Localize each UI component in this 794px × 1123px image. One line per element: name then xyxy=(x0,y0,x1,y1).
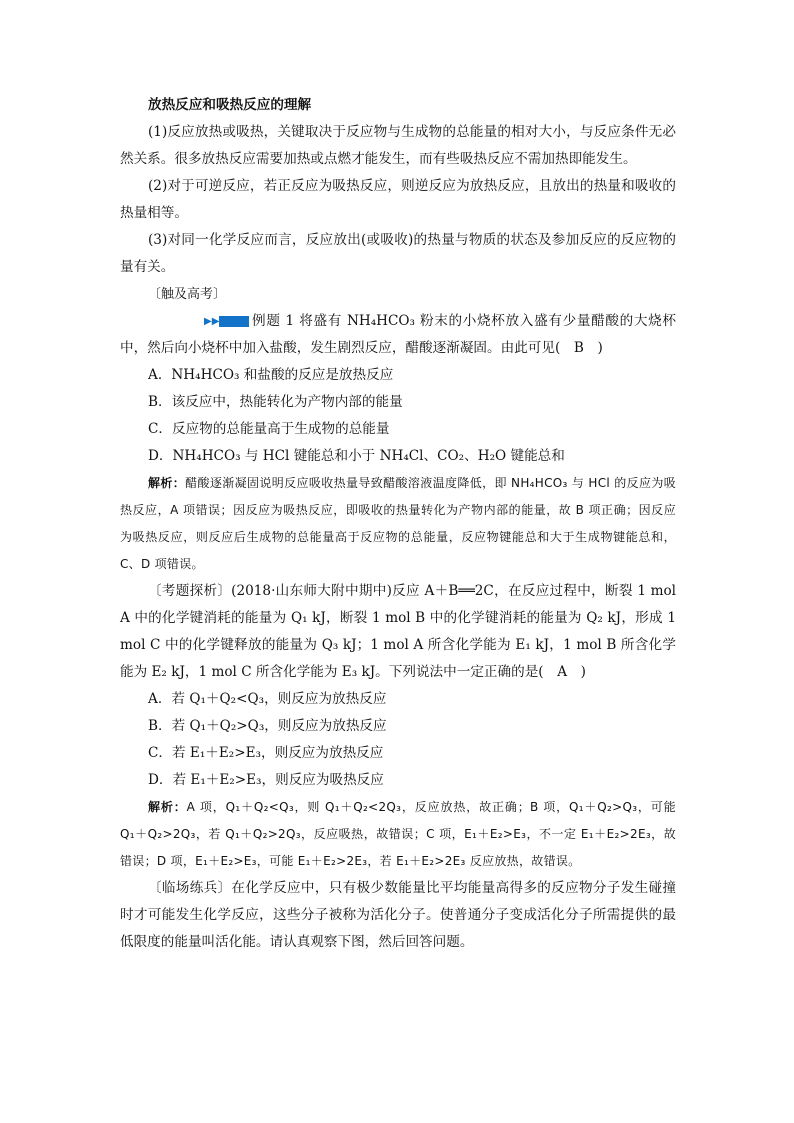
example-1-text: 例题 1 将盛有 NH₄HCO₃ 粉末的小烧杯放入盛有少量醋酸的大烧杯中，然后向小烧杯中加入盐酸，发生剧烈反应，醋酸逐渐凝固。由此可见( B ) xyxy=(120,313,676,356)
point-3: (3)对同一化学反应而言，反应放出(或吸收)的热量与物质的状态及参加反应的反应物的量有关。 xyxy=(120,232,676,275)
analysis-text: 醋酸逐渐凝固说明反应吸收热量导致醋酸溶液温度降低，即 NH₄HCO₃ 与 HCl 的反应为吸热反应，A 项错误；因反应为吸热反应，即吸收的热量转化为产物内部的能量，故 B 项正确；因反应为吸热反应，则反应后生成物的总能量高于反应物的总能量，反应物键能总和大于生成物键能总和，C、D 项错误。 xyxy=(120,476,676,571)
practice-paragraph: 〔临场练兵〕在化学反应中，只有极少数能量比平均能量高得多的反应物分子发生碰撞时才可能发生化学反应，这些分子被称为活化分子。使普通分子变成活化分子所需提供的最低限度的能量叫活化能。请认真观察下图，然后回答问题。 xyxy=(120,880,676,950)
document-page xyxy=(120,92,676,956)
example-1-option-c: C．反应物的总能量高于生成物的总能量 xyxy=(148,421,390,437)
example-2-option-d: D．若 E₁＋E₂>E₃，则反应为吸热反应 xyxy=(148,772,384,788)
example-2-analysis xyxy=(120,794,676,875)
example-2-stem: 〔考题探析〕(2018·山东师大附中期中)反应 A＋B══2C，在反应过程中，断裂 1 mol A 中的化学键消耗的能量为 Q₁ kJ，断裂 1 mol B 中的化学键消耗的能量为 Q₂ kJ，形成 1 mol C 中的化学键释放的能量为 Q₃ kJ；1 mol A 所含化学能为 E₁ kJ，1 mol B 所含化学能为 E₂ kJ，1 mol C 所含化学能为 E₃ kJ。下列说法中一定正确的是( A ) xyxy=(120,583,676,680)
analysis-label: 解析： xyxy=(148,476,186,490)
double-arrow-icon: ▶▶ xyxy=(204,316,220,327)
section-heading: 放热反应和吸热反应的理解 xyxy=(148,97,312,113)
point-2: (2)对于可逆反应，若正反应为吸热反应，则逆反应为放热反应，且放出的热量和吸收的热量相等。 xyxy=(120,178,676,221)
analysis-label: 解析： xyxy=(148,800,187,814)
example-1-option-b: B．该反应中，热能转化为产物内部的能量 xyxy=(148,394,403,410)
example-1-stem xyxy=(120,308,676,362)
example-1-option-a: A．NH₄HCO₃ 和盐酸的反应是放热反应 xyxy=(148,367,394,383)
section-label: 〔触及高考〕 xyxy=(148,287,227,302)
example-marker xyxy=(148,308,249,335)
example-1-analysis xyxy=(120,470,676,578)
example-2-option-b: B．若 Q₁＋Q₂>Q₃，则反应为放热反应 xyxy=(148,718,387,734)
example-2-option-c: C．若 E₁＋E₂>E₃，则反应为放热反应 xyxy=(148,745,384,761)
example-2-option-a: A．若 Q₁＋Q₂<Q₃，则反应为放热反应 xyxy=(148,691,387,707)
blue-bar-icon xyxy=(219,316,249,327)
point-1: (1)反应放热或吸热，关键取决于反应物与生成物的总能量的相对大小，与反应条件无必然关系。很多放热反应需要加热或点燃才能发生，而有些吸热反应不需加热即能发生。 xyxy=(120,124,676,167)
example-1-option-d: D．NH₄HCO₃ 与 HCl 键能总和小于 NH₄Cl、CO₂、H₂O 键能总和 xyxy=(148,448,565,464)
analysis-text: A 项，Q₁＋Q₂<Q₃，则 Q₁＋Q₂<2Q₃，反应放热，故正确；B 项，Q₁＋Q₂>Q₃，可能 Q₁＋Q₂>2Q₃，若 Q₁＋Q₂>2Q₃，反应吸热，故错误；C 项，E₁＋E₂>E₃，不一定 E₁＋E₂>2E₃，故错误；D 项，E₁＋E₂>E₃，可能 E₁＋E₂>2E₃，若 E₁＋E₂>2E₃ 反应放热，故错误。 xyxy=(120,800,676,868)
